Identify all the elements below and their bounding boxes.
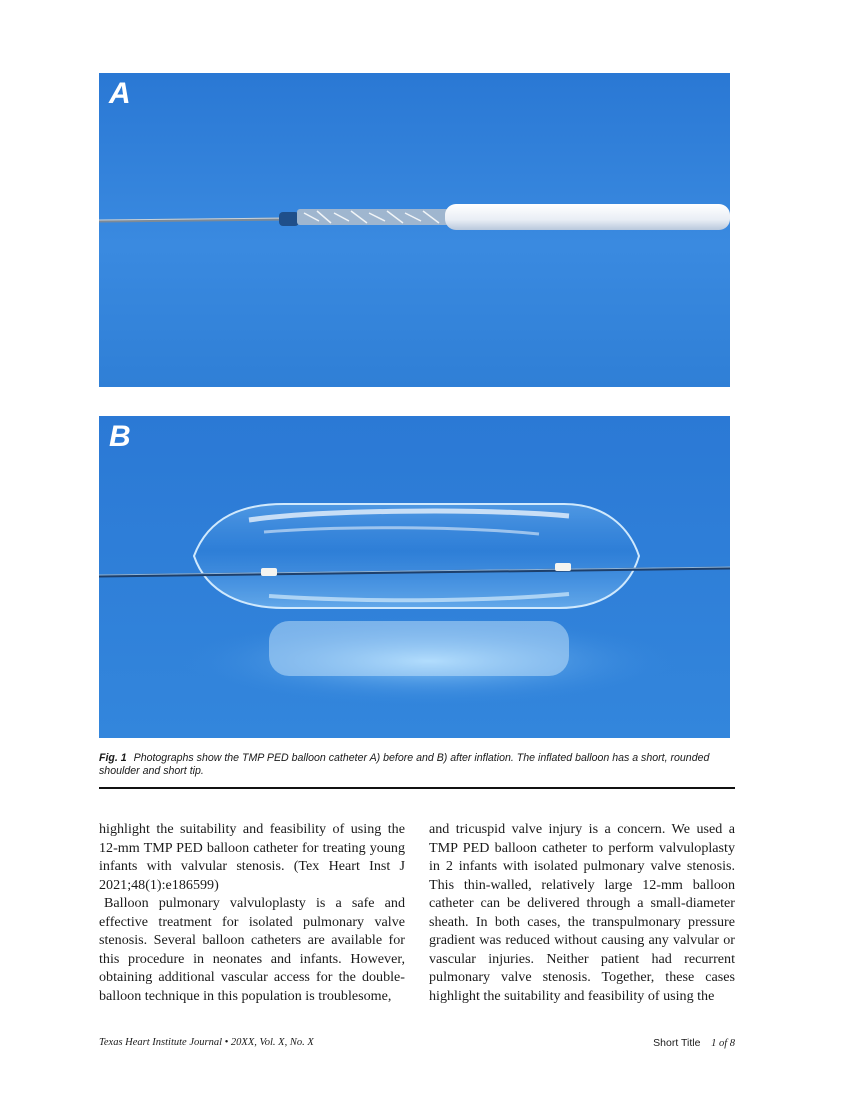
figure-caption-label: Fig. 1 xyxy=(99,752,127,764)
catheter-deflated-photo xyxy=(99,73,730,387)
figure-panel-a xyxy=(99,73,730,387)
journal-footer: Texas Heart Institute Journal • 20XX, Vol. X, No. X xyxy=(99,1037,314,1048)
intro-continued-paragraph: and tricuspid valve injury is a concern. We used a TMP PED balloon catheter to perform valvuloplasty in 2 infants with isolated pulmonary valve stenosis. This thin-walled, relatively large 12-mm balloon catheter can be delivered through a small-diameter sheath. In both cases, the transpulmonary pressure gradient was reduced without causing any valvular or vascular injuries. Neither patient had recurrent pulmonary valve stenosis. Together, these cases highlight the suitability and feasibility of using the xyxy=(429,821,735,1004)
panel-a-label: A xyxy=(109,77,132,110)
right-text-column xyxy=(429,820,735,1005)
abstract-tail-paragraph: highlight the suitability and feasibility of using the 12-mm TMP PED balloon catheter for treating young infants with valvular stenosis. (Tex Heart Inst J 2021;48(1):e186599) xyxy=(99,821,405,893)
figure-panel-b xyxy=(99,416,730,738)
left-text-column xyxy=(99,820,405,1005)
intro-paragraph: Balloon pulmonary valvuloplasty is a safe and effective treatment for isolated pulmonary valve stenosis. Several balloon catheters are available for this procedure in neonates and infants. However, obtaining additional vascular access for the double-balloon technique in this population is troublesome, xyxy=(99,895,405,1004)
short-title: Short Title xyxy=(653,1037,701,1049)
figure-caption-text: Photographs show the TMP PED balloon catheter A) before and B) after inflation. The inflated balloon has a short, rounded shoulder and short tip. xyxy=(99,752,710,777)
caption-divider xyxy=(99,787,735,789)
page-number: 1 of 8 xyxy=(711,1038,735,1049)
figure-caption xyxy=(99,752,739,777)
panel-b-label: B xyxy=(109,420,132,453)
catheter-inflated-photo xyxy=(99,416,730,738)
page-footer xyxy=(653,1037,735,1049)
